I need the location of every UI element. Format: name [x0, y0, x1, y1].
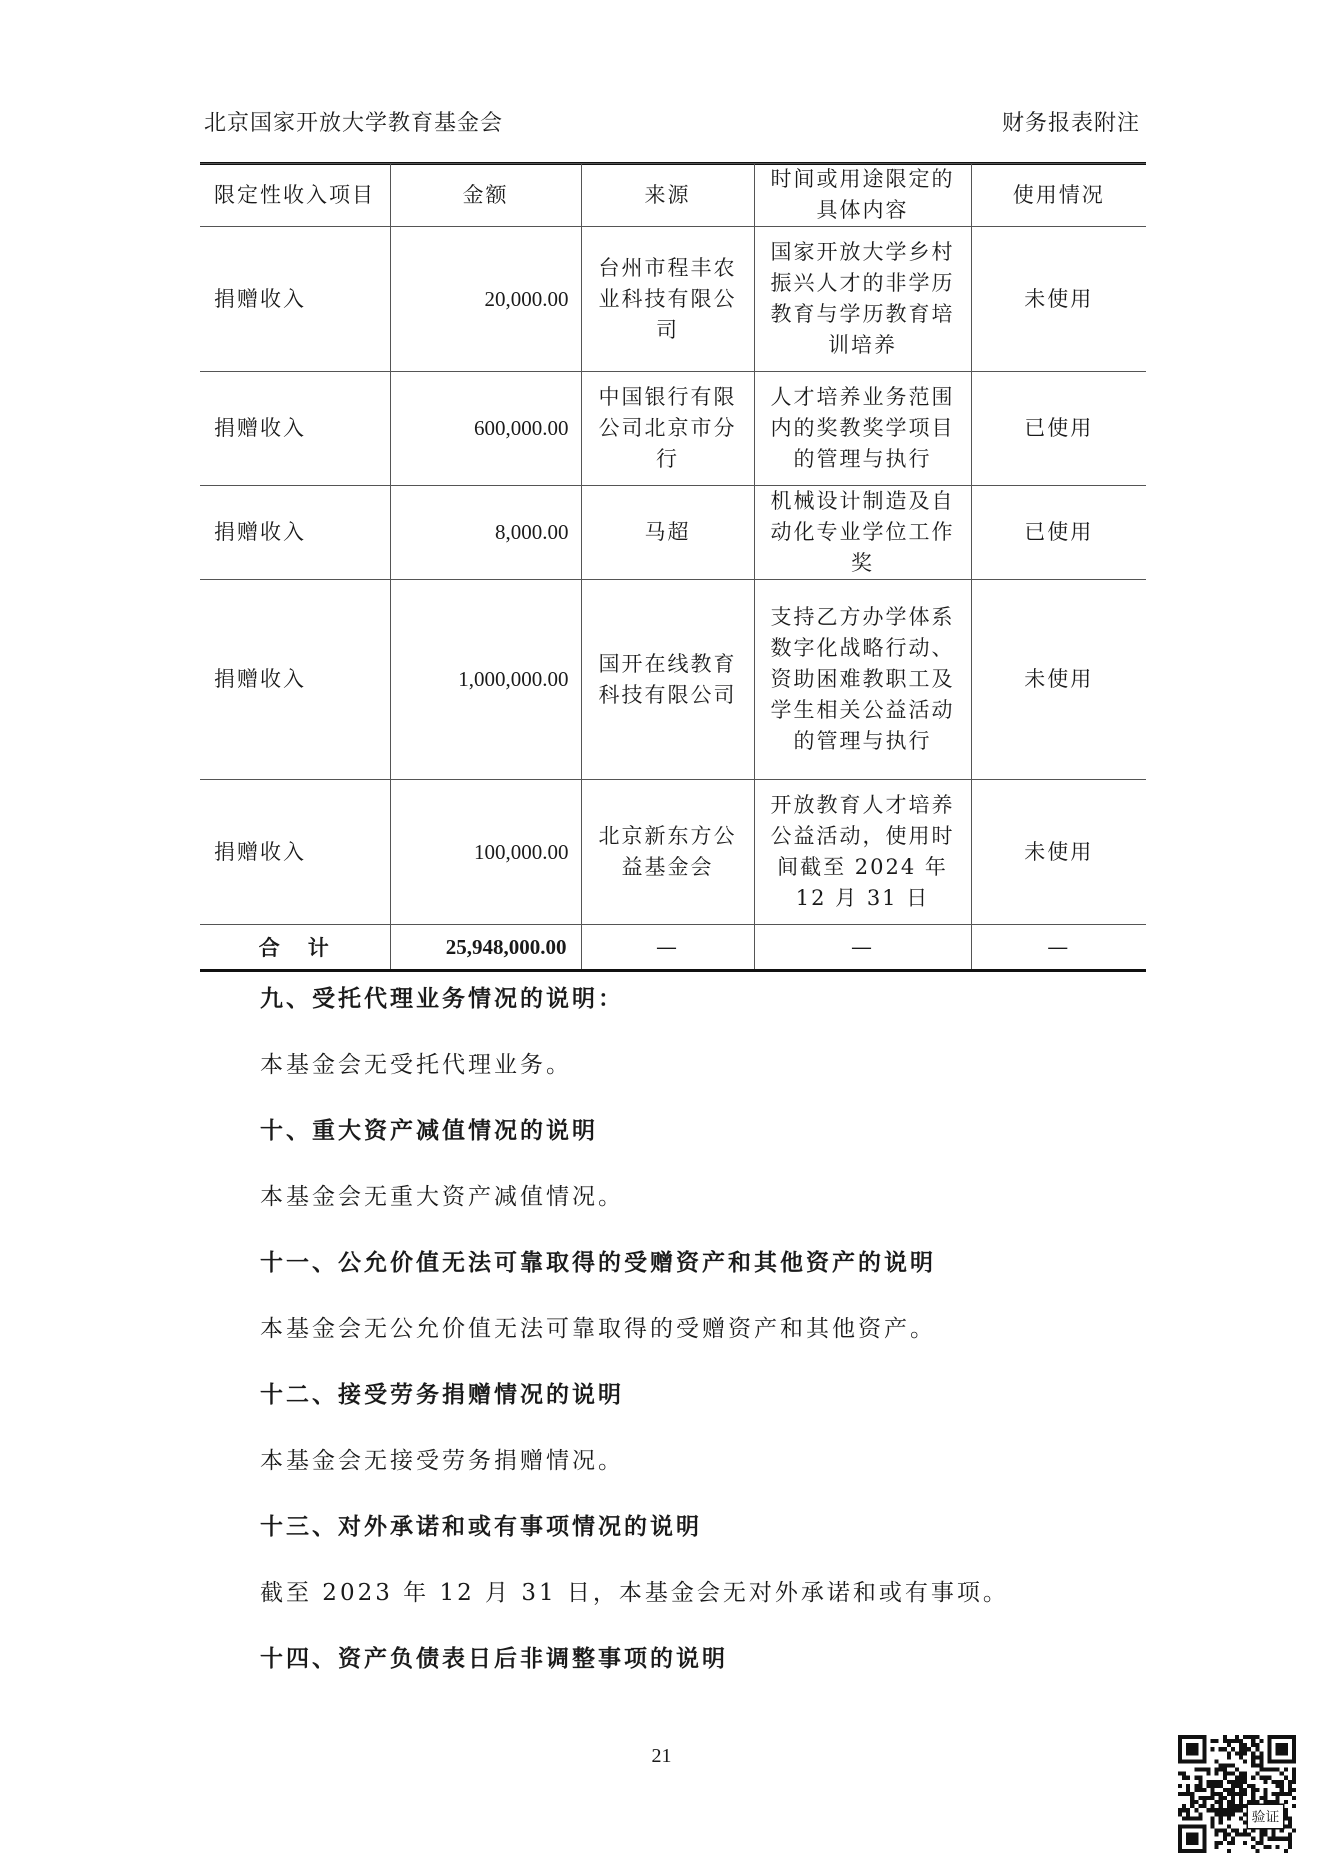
table-row	[200, 227, 1146, 372]
cell-item: 捐赠收入	[200, 227, 390, 372]
column-header-source: 来源	[581, 164, 754, 227]
cell-amount: 600,000.00	[390, 372, 581, 486]
column-header-usage: 使用情况	[971, 164, 1146, 227]
cell-item: 捐赠收入	[200, 780, 390, 925]
column-header-amount: 金额	[390, 164, 581, 227]
section-text-9: 本基金会无受托代理业务。	[260, 1052, 572, 1078]
cell-detail: 支持乙方办学体系数字化战略行动、资助困难教职工及学生相关公益活动的管理与执行	[754, 580, 971, 780]
table-row	[200, 780, 1146, 925]
total-source-dash: —	[581, 925, 754, 971]
cell-source: 台州市程丰农业科技有限公司	[581, 227, 754, 372]
cell-usage: 未使用	[971, 227, 1146, 372]
section-heading-9: 九、受托代理业务情况的说明：	[260, 985, 624, 1012]
column-header-item: 限定性收入项目	[200, 164, 390, 227]
qr-verify-label: 验证	[1251, 1809, 1280, 1826]
section-heading-10: 十、重大资产减值情况的说明	[260, 1117, 598, 1144]
cell-source: 北京新东方公益基金会	[581, 780, 754, 925]
cell-detail: 开放教育人才培养公益活动，使用时间截至 2024 年 12 月 31 日	[754, 780, 971, 925]
header-org-name: 北京国家开放大学教育基金会	[204, 111, 504, 136]
cell-item: 捐赠收入	[200, 372, 390, 486]
section-heading-12: 十二、接受劳务捐赠情况的说明	[260, 1381, 624, 1408]
table-total-row	[200, 925, 1146, 971]
table-row	[200, 580, 1146, 780]
cell-detail: 机械设计制造及自动化专业学位工作奖	[754, 486, 971, 580]
cell-amount: 100,000.00	[390, 780, 581, 925]
table-row	[200, 486, 1146, 580]
cell-detail: 人才培养业务范围内的奖教奖学项目的管理与执行	[754, 372, 971, 486]
page-number: 21	[651, 1745, 672, 1767]
cell-source: 马超	[581, 486, 754, 580]
table-header-row	[200, 164, 1146, 227]
section-text-12: 本基金会无接受劳务捐赠情况。	[260, 1448, 624, 1474]
cell-usage: 未使用	[971, 580, 1146, 780]
total-label: 合计	[200, 925, 390, 971]
section-heading-14: 十四、资产负债表日后非调整事项的说明	[260, 1645, 728, 1672]
cell-usage: 已使用	[971, 486, 1146, 580]
verification-qr-code	[1178, 1735, 1296, 1853]
cell-amount: 20,000.00	[390, 227, 581, 372]
cell-source: 国开在线教育科技有限公司	[581, 580, 754, 780]
cell-item: 捐赠收入	[200, 486, 390, 580]
section-heading-13: 十三、对外承诺和或有事项情况的说明	[260, 1513, 702, 1540]
total-usage-dash: —	[971, 925, 1146, 971]
table-row	[200, 372, 1146, 486]
cell-amount: 8,000.00	[390, 486, 581, 580]
cell-detail: 国家开放大学乡村振兴人才的非学历教育与学历教育培训培养	[754, 227, 971, 372]
section-text-13: 截至 2023 年 12 月 31 日，本基金会无对外承诺和或有事项。	[260, 1580, 1009, 1606]
cell-usage: 已使用	[971, 372, 1146, 486]
restricted-income-table	[200, 163, 1146, 972]
cell-source: 中国银行有限公司北京市分行	[581, 372, 754, 486]
cell-amount: 1,000,000.00	[390, 580, 581, 780]
cell-item: 捐赠收入	[200, 580, 390, 780]
total-detail-dash: —	[754, 925, 971, 971]
page-header	[200, 102, 1144, 136]
total-amount: 25,948,000.00	[390, 925, 581, 971]
section-text-11: 本基金会无公允价值无法可靠取得的受赠资产和其他资产。	[260, 1316, 936, 1342]
section-heading-11: 十一、公允价值无法可靠取得的受赠资产和其他资产的说明	[260, 1249, 936, 1276]
header-section-title: 财务报表附注	[1001, 111, 1140, 136]
section-text-10: 本基金会无重大资产减值情况。	[260, 1184, 624, 1210]
column-header-detail: 时间或用途限定的具体内容	[754, 164, 971, 227]
cell-usage: 未使用	[971, 780, 1146, 925]
